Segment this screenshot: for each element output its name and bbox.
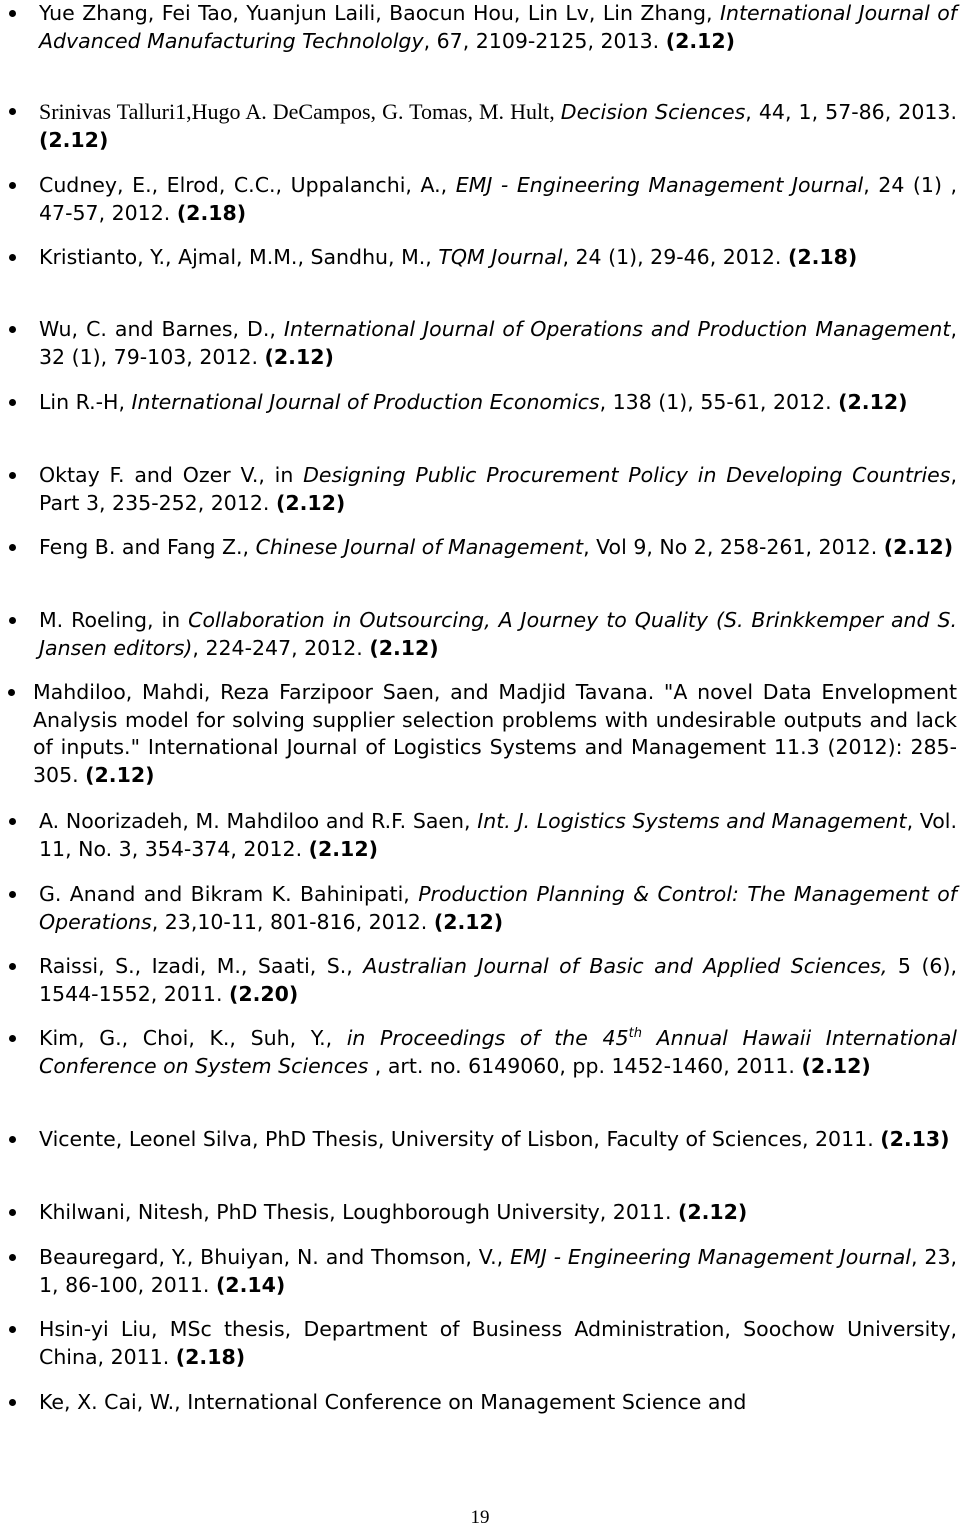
reference-text: , 44, 1, 57-86, 2013. <box>745 100 957 124</box>
impact-rating: (2.14) <box>215 1272 286 1297</box>
publication-title: in Proceedings of the 45 <box>346 1026 629 1050</box>
reference-text: , 67, 2109-2125, 2013. <box>423 28 666 53</box>
reference-item <box>39 462 957 517</box>
reference-item <box>39 316 957 371</box>
impact-rating: (2.12) <box>665 28 736 53</box>
reference-text: Oktay F. and Ozer V., in <box>39 463 304 487</box>
publication-title: Int. J. Logistics Systems and Management <box>477 809 907 833</box>
impact-rating: (2.12) <box>85 762 155 787</box>
impact-rating: (2.12) <box>369 635 439 660</box>
reference-item <box>39 808 957 863</box>
reference-text: Hsin-yi Liu, MSc thesis, Department of Business Administration, Soochow University, China, 2011. <box>39 1317 957 1369</box>
reference-text: , 138 (1), 55-61, 2012. <box>599 390 839 414</box>
reference-text: , 224-247, 2012. <box>192 635 370 660</box>
reference-text: th <box>628 1026 642 1041</box>
impact-rating: (2.12) <box>677 1200 748 1224</box>
reference-text: 5 (6), 1544-1552, 2011. <box>39 954 957 1006</box>
impact-rating: (2.12) <box>264 344 334 369</box>
impact-rating: (2.20) <box>228 981 299 1006</box>
publication-title: Decision Sciences <box>560 100 746 124</box>
reference-text: , 32 (1), 79-103, 2012. <box>39 317 957 369</box>
reference-item <box>39 953 957 1008</box>
publication-title: EMJ - Engineering Management Journal <box>455 173 864 197</box>
publication-title: International Journal of Production Economics <box>131 390 600 414</box>
reference-item <box>39 607 957 662</box>
impact-rating: (2.18) <box>787 245 858 269</box>
reference-text: M. Roeling, in <box>39 608 189 632</box>
page-number: 19 <box>470 1507 490 1528</box>
publication-title: EMJ - Engineering Management Journal <box>510 1245 911 1269</box>
reference-text: , Vol. 11, No. 3, 354-374, 2012. <box>39 809 957 861</box>
impact-rating: (2.12) <box>883 535 954 559</box>
impact-rating: (2.12) <box>275 490 346 515</box>
reference-text: Srinivas Talluri1,Hugo A. DeCampos, G. Tomas, M. Hult, <box>39 99 561 124</box>
reference-text: A. Noorizadeh, M. Mahdiloo and R.F. Saen, <box>39 809 478 833</box>
publication-title: Chinese Journal of Management <box>255 535 584 559</box>
publication-title: International Journal of Operations and Production Management <box>283 317 951 341</box>
reference-text: , 23,10-11, 801-816, 2012. <box>151 909 434 934</box>
impact-rating: (2.12) <box>433 909 504 934</box>
reference-text: , 23, 1, 86-100, 2011. <box>39 1245 957 1297</box>
publication-title: TQM Journal <box>438 245 563 269</box>
reference-item <box>39 98 957 154</box>
publication-title: Collaboration in Outsourcing, A Journey to Quality (S. Brinkkemper and S. Jansen editors) <box>39 608 957 660</box>
publication-title: Production Planning & Control: The Management of Operations <box>39 882 957 934</box>
reference-item <box>39 534 957 562</box>
reference-text: G. Anand and Bikram K. Bahinipati, <box>39 882 419 906</box>
impact-rating: (2.12) <box>838 390 908 414</box>
publication-title: Annual Hawaii International Conference on System Sciences <box>39 1026 957 1078</box>
reference-item <box>39 244 957 272</box>
reference-text: Ke, X. Cai, W., International Conference on Management Science and <box>39 1390 747 1414</box>
reference-item <box>39 172 957 227</box>
reference-text: , Part 3, 235-252, 2012. <box>39 463 957 515</box>
reference-text: Beauregard, Y., Bhuiyan, N. and Thomson, V., <box>39 1245 511 1269</box>
reference-item <box>39 389 957 417</box>
reference-text: Khilwani, Nitesh, PhD Thesis, Loughborough University, 2011. <box>39 1200 678 1224</box>
reference-text: Raissi, S., Izadi, M., Saati, S., <box>39 954 364 978</box>
reference-item <box>39 1316 957 1371</box>
reference-text: , art. no. 6149060, pp. 1452-1460, 2011. <box>368 1053 802 1078</box>
reference-item <box>39 1199 957 1227</box>
impact-rating: (2.12) <box>39 127 109 152</box>
reference-item <box>39 1244 957 1299</box>
reference-text: Mahdiloo, Mahdi, Reza Farzipoor Saen, and Madjid Tavana. "A novel Data Envelopment Analysis model for solving supplier selection problems with undesirable outputs and lack of inputs." International Journal of Logistics Systems and Management 11.3 (2012): 285-305. <box>33 680 957 787</box>
publication-title: Designing Public Procurement Policy in Developing Countries <box>303 463 951 487</box>
impact-rating: (2.18) <box>176 200 247 225</box>
reference-text: , Vol 9, No 2, 258-261, 2012. <box>583 535 884 559</box>
reference-text: Feng B. and Fang Z., <box>39 535 256 559</box>
reference-text: , 24 (1), 29-46, 2012. <box>562 245 788 269</box>
reference-text: Lin R.-H, <box>39 390 132 414</box>
reference-item <box>33 679 957 789</box>
reference-text: Kim, G., Choi, K., Suh, Y., <box>39 1026 347 1050</box>
reference-text: Kristianto, Y., Ajmal, M.M., Sandhu, M., <box>39 245 439 269</box>
publication-title: Australian Journal of Basic and Applied Sciences, <box>363 954 888 978</box>
reference-item <box>39 881 957 936</box>
impact-rating: (2.13) <box>880 1127 950 1151</box>
reference-text: Vicente, Leonel Silva, PhD Thesis, University of Lisbon, Faculty of Sciences, 2011. <box>39 1127 881 1151</box>
reference-text: , 24 (1) , 47-57, 2012. <box>39 173 958 225</box>
impact-rating: (2.18) <box>175 1344 246 1369</box>
reference-text: Cudney, E., Elrod, C.C., Uppalanchi, A., <box>39 173 456 197</box>
reference-item <box>39 0 957 55</box>
publication-title: International Journal of Advanced Manufacturing Technololgy <box>39 1 958 53</box>
reference-item <box>39 1389 957 1417</box>
reference-text: Yue Zhang, Fei Tao, Yuanjun Laili, Baocun Hou, Lin Lv, Lin Zhang, <box>39 1 720 25</box>
reference-item <box>39 1025 957 1080</box>
reference-text: Wu, C. and Barnes, D., <box>39 317 284 341</box>
reference-item <box>39 1126 957 1154</box>
impact-rating: (2.12) <box>308 836 378 861</box>
impact-rating: (2.12) <box>801 1053 871 1078</box>
